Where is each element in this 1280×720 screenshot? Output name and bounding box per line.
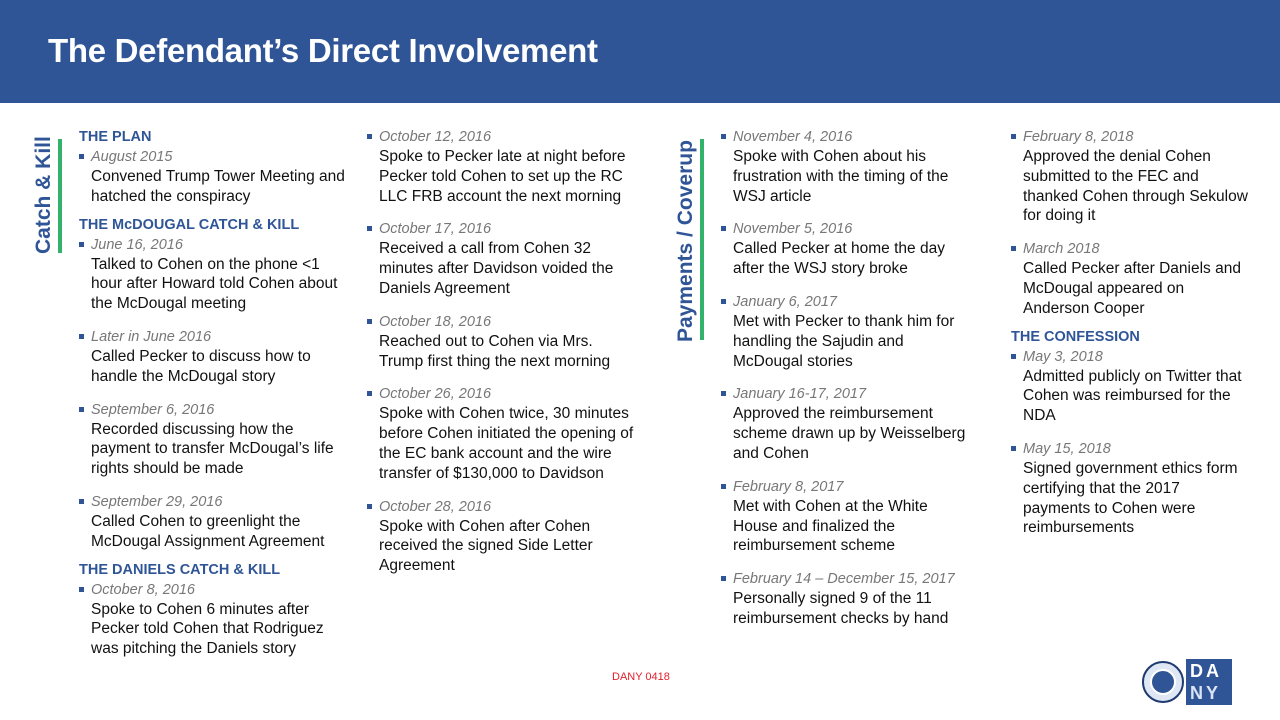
bullet-icon xyxy=(721,134,726,139)
timeline-entry xyxy=(1011,347,1251,426)
entry-description: Signed government ethics form certifying that the 2017 payments to Cohen were reimbursements xyxy=(1023,459,1238,537)
entry-date xyxy=(1011,127,1251,147)
entry-date xyxy=(79,400,349,420)
entry-date-text: February 8, 2018 xyxy=(1023,129,1134,145)
bullet-icon xyxy=(367,319,372,324)
entry-date xyxy=(721,569,976,589)
side-bar-payments-coverup xyxy=(700,139,704,340)
entry-date xyxy=(721,219,976,239)
entry-description: Received a call from Cohen 32 minutes after Davidson voided the Daniels Agreement xyxy=(379,240,614,297)
entry-date-text: August 2015 xyxy=(91,149,173,165)
section-heading: THE McDOUGAL CATCH & KILL xyxy=(79,216,300,233)
entry-date xyxy=(1011,439,1251,459)
bullet-icon xyxy=(721,226,726,231)
timeline-entry xyxy=(367,312,637,372)
entry-date xyxy=(721,384,976,404)
entry-description: Called Pecker to discuss how to handle the McDougal story xyxy=(91,347,311,385)
entry-description: Called Pecker after Daniels and McDougal appeared on Anderson Cooper xyxy=(1023,260,1241,317)
entry-description: Spoke with Cohen about his frustration with the timing of the WSJ article xyxy=(733,148,949,205)
entry-date-text: Later in June 2016 xyxy=(91,328,212,345)
dany-logo xyxy=(1142,659,1232,705)
timeline-entry xyxy=(79,580,349,659)
timeline-entry xyxy=(1011,439,1251,538)
page-title: The Defendant’s Direct Involvement xyxy=(48,32,598,69)
timeline-entry xyxy=(367,219,637,298)
timeline-entry xyxy=(721,384,976,463)
section-heading: THE PLAN xyxy=(79,129,152,145)
entry-description: Admitted publicly on Twitter that Cohen was reimbursed for the NDA xyxy=(1023,367,1242,425)
entry-date xyxy=(79,327,349,347)
entry-date-text: October 17, 2016 xyxy=(379,221,492,238)
timeline-entry xyxy=(79,147,349,207)
timeline-entry xyxy=(79,327,349,387)
bullet-icon xyxy=(1011,446,1016,451)
entry-date-text: February 14 – December 15, 2017 xyxy=(733,571,955,588)
entry-description: Called Cohen to greenlight the McDougal Assignment Agreement xyxy=(91,512,325,550)
bullet-icon xyxy=(79,407,84,412)
column-4 xyxy=(1011,127,1251,551)
entry-date-text: November 5, 2016 xyxy=(733,221,853,238)
column-2 xyxy=(367,127,637,589)
timeline-entry xyxy=(721,292,976,371)
logo-box xyxy=(1186,659,1232,705)
entry-date-text: October 12, 2016 xyxy=(379,129,492,145)
entry-date-text: May 15, 2018 xyxy=(1023,440,1111,457)
bullet-icon xyxy=(1011,134,1016,139)
section-heading: THE CONFESSION xyxy=(1011,328,1140,345)
timeline-entry xyxy=(721,569,976,629)
section-heading: THE DANIELS CATCH & KILL xyxy=(79,561,281,578)
header-banner xyxy=(0,0,1280,103)
entry-date-text: May 3, 2018 xyxy=(1023,348,1103,365)
entry-description: Met with Cohen at the White House and finalized the reimbursement scheme xyxy=(733,497,928,555)
entry-date xyxy=(367,312,637,332)
entry-description: Met with Pecker to thank him for handling the Sajudin and McDougal stories xyxy=(733,312,955,370)
timeline-entry xyxy=(721,219,976,279)
entry-date-text: June 16, 2016 xyxy=(91,236,183,253)
entry-date xyxy=(721,477,976,497)
entry-date xyxy=(367,497,637,517)
timeline-entry xyxy=(721,127,976,206)
timeline-entry xyxy=(367,497,637,576)
entry-date-text: October 18, 2016 xyxy=(379,313,492,330)
entry-date xyxy=(367,384,637,404)
column-3 xyxy=(721,127,976,642)
bullet-icon xyxy=(79,499,84,504)
entry-description: Talked to Cohen on the phone <1 hour after Howard told Cohen about the McDougal meeting xyxy=(91,255,338,313)
seal-icon xyxy=(1142,661,1184,703)
entry-description: Spoke to Cohen 6 minutes after Pecker told Cohen that Rodriguez was pitching the Daniels story xyxy=(91,600,324,658)
bullet-icon xyxy=(367,226,372,231)
logo-text-ny: NY xyxy=(1190,683,1222,703)
entry-date-text: September 29, 2016 xyxy=(91,493,223,510)
entry-date xyxy=(721,292,976,312)
entry-date-text: September 6, 2016 xyxy=(91,401,215,418)
entry-date xyxy=(79,580,349,600)
column-1 xyxy=(79,127,349,672)
side-label-catch-kill: Catch & Kill xyxy=(32,136,55,254)
timeline-entry xyxy=(367,384,637,483)
entry-description: Spoke to Pecker late at night before Pecker told Cohen to set up the RC LLC FRB account the next morning xyxy=(379,148,626,205)
entry-description: Convened Trump Tower Meeting and hatched the conspiracy xyxy=(91,168,345,205)
entry-description: Approved the denial Cohen submitted to the FEC and thanked Cohen through Sekulow for doing it xyxy=(1023,148,1248,225)
bullet-icon xyxy=(367,134,372,139)
entry-date-text: October 26, 2016 xyxy=(379,386,492,403)
timeline-entry xyxy=(79,492,349,552)
entry-date-text: January 6, 2017 xyxy=(733,293,837,310)
entry-date xyxy=(79,492,349,512)
entry-date xyxy=(79,147,349,167)
bullet-icon xyxy=(79,334,84,339)
entry-date xyxy=(79,235,349,255)
bullet-icon xyxy=(79,242,84,247)
entry-date xyxy=(1011,347,1251,367)
timeline-entry xyxy=(367,127,637,206)
entry-date xyxy=(367,127,637,147)
entry-description: Recorded discussing how the payment to transfer McDougal’s life rights should be made xyxy=(91,420,334,478)
entry-description: Approved the reimbursement scheme drawn up by Weisselberg and Cohen xyxy=(733,405,966,462)
entry-date-text: February 8, 2017 xyxy=(733,478,844,495)
entry-date-text: October 8, 2016 xyxy=(91,581,195,598)
bullet-icon xyxy=(1011,354,1016,359)
entry-date xyxy=(721,127,976,147)
timeline-entry xyxy=(79,400,349,479)
bullet-icon xyxy=(367,391,372,396)
logo-text-da: DA xyxy=(1190,661,1222,681)
side-bar-catch-kill xyxy=(58,139,62,253)
bullet-icon xyxy=(721,391,726,396)
entry-description: Spoke with Cohen twice, 30 minutes before Cohen initiated the opening of the EC bank account and the wire transfer of $130,000 to Davidson xyxy=(379,405,634,482)
entry-date-text: March 2018 xyxy=(1023,241,1100,258)
entry-date xyxy=(367,219,637,239)
bullet-icon xyxy=(721,576,726,581)
bullet-icon xyxy=(367,504,372,509)
timeline-entry xyxy=(1011,127,1251,226)
bullet-icon xyxy=(721,484,726,489)
timeline-entry xyxy=(79,235,349,314)
bullet-icon xyxy=(79,587,84,592)
entry-date-text: November 4, 2016 xyxy=(733,129,853,145)
entry-date xyxy=(1011,239,1251,259)
document-id: DANY 0418 xyxy=(612,671,670,683)
entry-date-text: October 28, 2016 xyxy=(379,498,492,515)
bullet-icon xyxy=(1011,246,1016,251)
timeline-entry xyxy=(721,477,976,556)
bullet-icon xyxy=(721,299,726,304)
entry-description: Personally signed 9 of the 11 reimbursement checks by hand xyxy=(733,590,949,627)
side-label-payments-coverup: Payments / Coverup xyxy=(674,140,697,342)
timeline-entry xyxy=(1011,239,1251,318)
bullet-icon xyxy=(79,154,84,159)
entry-description: Spoke with Cohen after Cohen received the signed Side Letter Agreement xyxy=(379,517,593,575)
entry-date-text: January 16-17, 2017 xyxy=(733,386,867,403)
entry-description: Reached out to Cohen via Mrs. Trump first thing the next morning xyxy=(379,332,611,370)
entry-description: Called Pecker at home the day after the WSJ story broke xyxy=(733,240,945,278)
